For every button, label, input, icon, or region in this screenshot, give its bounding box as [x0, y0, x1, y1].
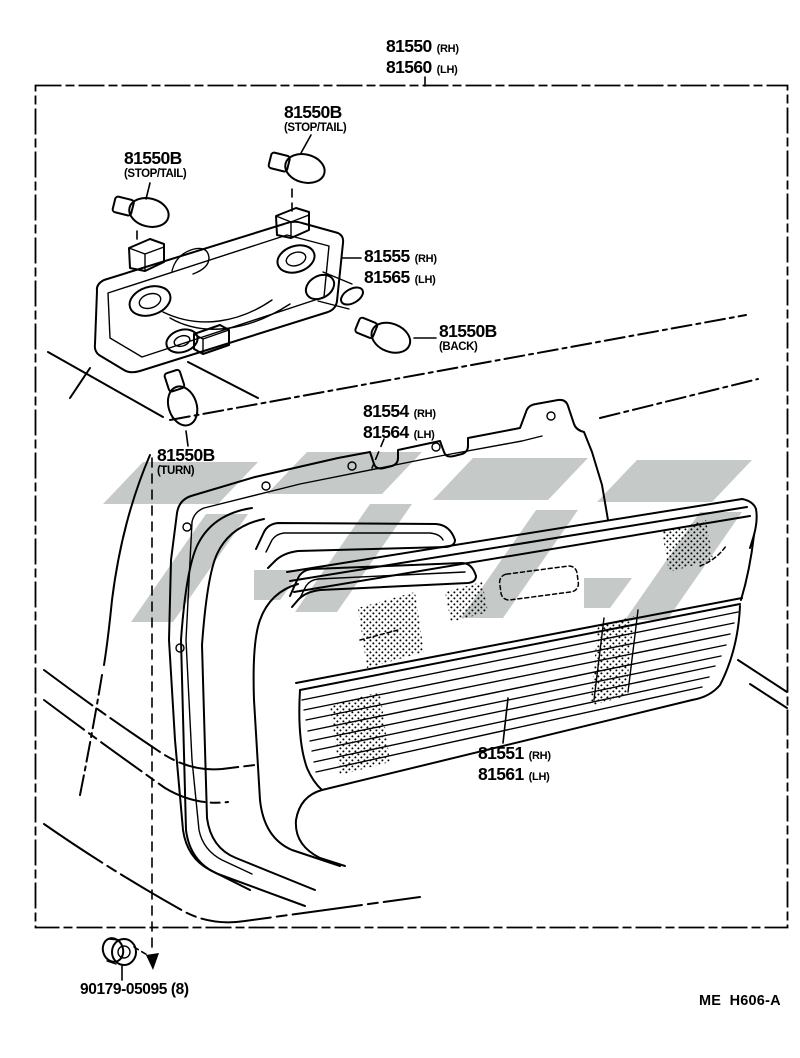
mounting-nut	[100, 935, 136, 965]
callout-bulb-stop-tail-right	[284, 103, 346, 134]
watermark	[103, 452, 752, 622]
bulb-turn	[158, 367, 202, 429]
part-side: (RH)	[528, 750, 551, 762]
part-number: 81564	[363, 422, 409, 442]
part-side: (LH)	[413, 429, 435, 441]
part-number: 81550B	[284, 102, 342, 122]
part-number: 81550B	[124, 148, 182, 168]
part-number-line	[386, 58, 459, 79]
part-number: 81561	[478, 764, 524, 784]
page-code: ME H606-A	[699, 993, 781, 1009]
callout-socket-plate	[364, 247, 437, 289]
part-qualifier: (STOP/TAIL)	[124, 168, 187, 180]
callout-nut	[80, 981, 189, 999]
callout-bulb-back	[439, 322, 497, 353]
part-qualifier: (TURN)	[157, 465, 195, 477]
part-side: (LH)	[436, 64, 458, 76]
part-number: 81551	[478, 743, 524, 763]
part-number: 81550	[386, 36, 432, 56]
socket-plate-81555	[95, 208, 366, 372]
lamp-housing-frames	[181, 508, 476, 906]
bulb-stop-tail-left	[111, 190, 172, 231]
part-qualifier: (BACK)	[439, 341, 478, 353]
part-qualifier: (STOP/TAIL)	[284, 122, 347, 134]
part-number: 81550B	[439, 321, 497, 341]
part-number: 90179-05095 (8)	[80, 981, 189, 998]
bulb-back	[352, 311, 414, 358]
part-side: (RH)	[413, 408, 436, 420]
part-number: 81550B	[157, 445, 215, 465]
leader-lines	[122, 77, 508, 980]
part-number: 81554	[363, 401, 409, 421]
part-side: (LH)	[414, 274, 436, 286]
bulb-stop-tail-right	[267, 146, 328, 187]
diagram-border	[36, 86, 788, 928]
part-side: (RH)	[436, 43, 459, 55]
callout-bulb-turn	[157, 446, 215, 477]
part-number: 81565	[364, 267, 410, 287]
part-number: 81560	[386, 57, 432, 77]
part-number-line	[386, 37, 459, 58]
part-side: (RH)	[414, 253, 437, 265]
part-side: (LH)	[528, 771, 550, 783]
part-number: 81555	[364, 246, 410, 266]
callout-lamp-assy	[386, 37, 459, 79]
callout-gasket	[363, 402, 436, 444]
callout-bulb-stop-tail-left	[124, 149, 186, 180]
callout-lens	[478, 744, 551, 786]
